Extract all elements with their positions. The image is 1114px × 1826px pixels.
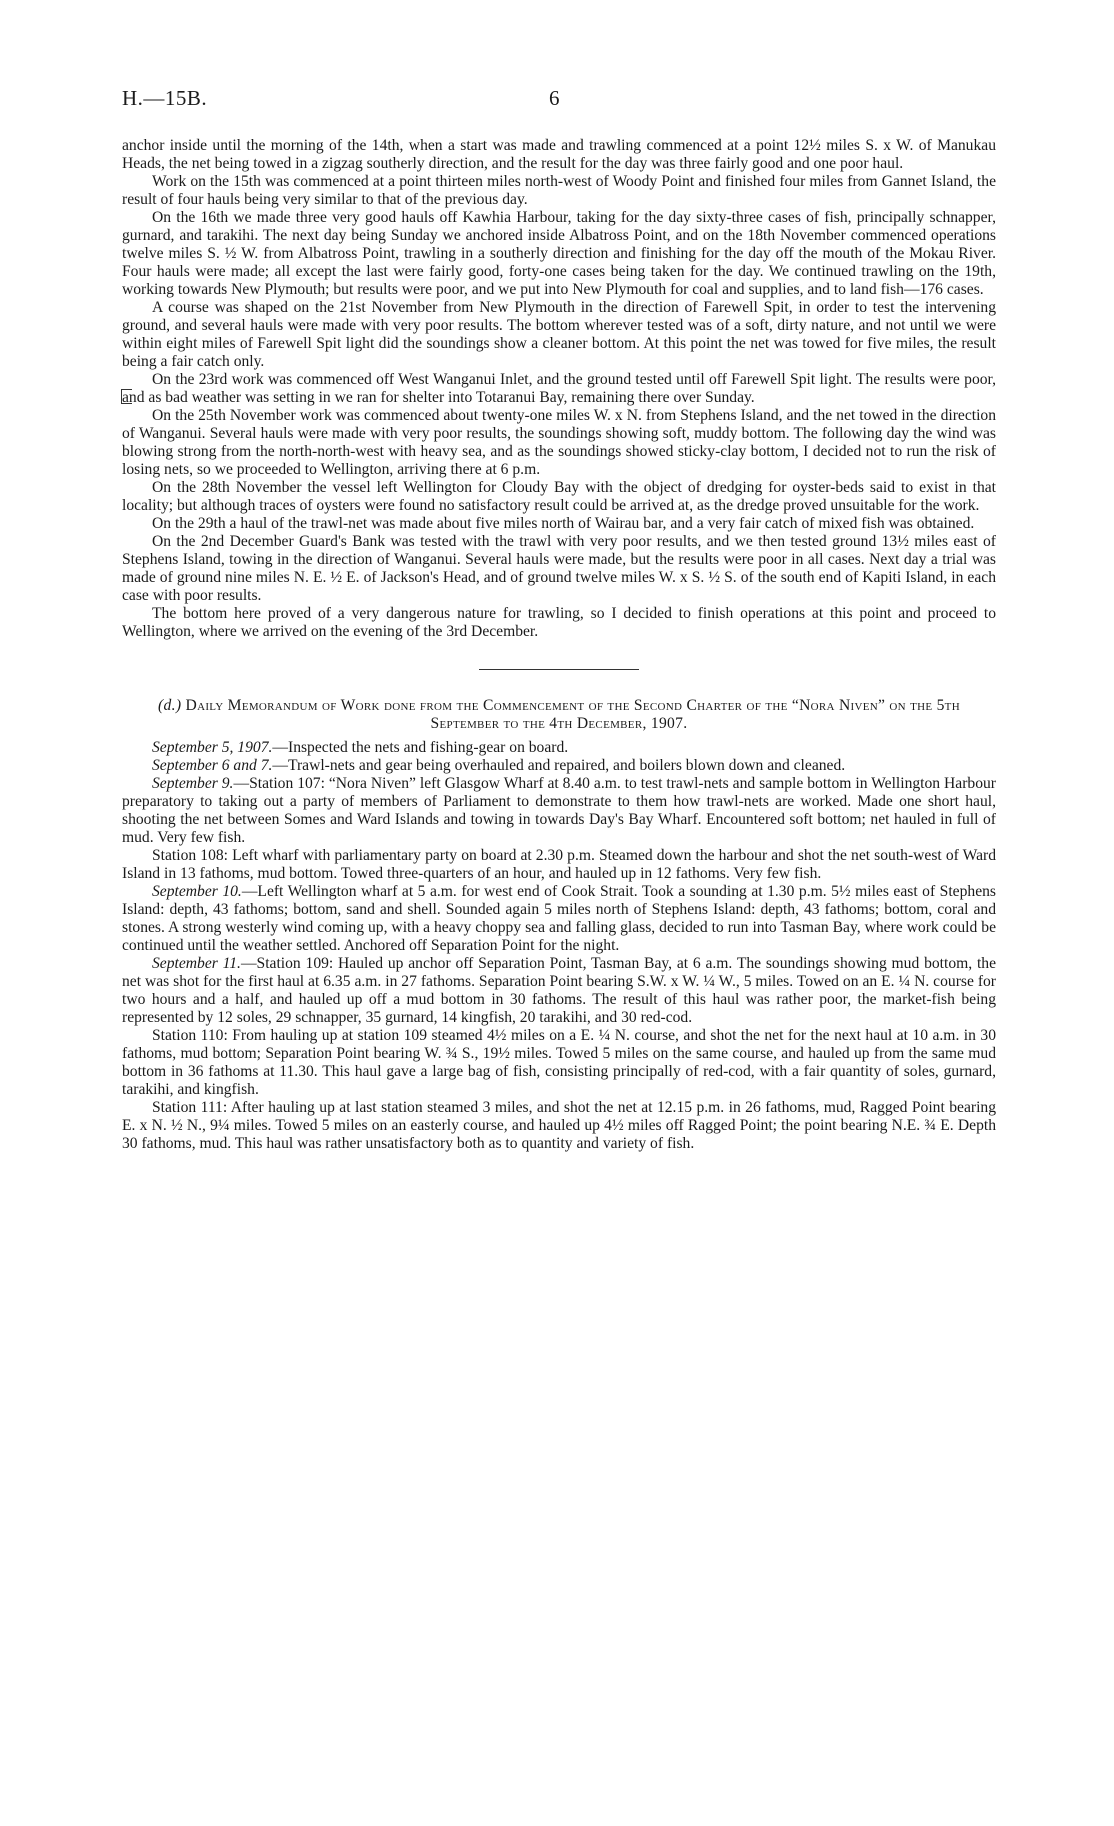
- section-heading: [122, 697, 996, 733]
- paragraph: On the 23rd work was commenced off West Wanganui Inlet, and the ground tested until off Farewell Spit light. The results were poor, and as bad weather was setting in we ran for shelter into Totaranui Bay, remaining there over Sunday.: [122, 371, 996, 406]
- log-entry: [122, 1099, 996, 1153]
- paragraph: The bottom here proved of a very dangerous nature for trawling, so I decided to finish operations at this point and proceed to Wellington, where we arrived on the evening of the 3rd December.: [122, 605, 996, 640]
- document-id: H.—15B.: [122, 86, 208, 110]
- entry-date: September 6 and 7.: [152, 757, 273, 774]
- section-divider: [479, 669, 639, 670]
- paragraph: On the 25th November work was commenced about twenty-one miles W. x N. from Stephens Island, and the net towed in the direction of Wanganui. Several hauls were made with very poor results, the soundings showing soft, muddy bottom. The following day the wind was blowing strong from the north-north-west with heavy sea, and as the soundings showed sticky-clay bottom, I decided not to run the risk of losing nets, so we proceeded to Wellington, arriving there at 6 p.m.: [122, 407, 996, 478]
- entry-date: September 11.: [152, 955, 241, 972]
- entry-text: —Trawl-nets and gear being overhauled and repaired, and boilers blown down and cleaned.: [272, 757, 846, 774]
- paragraph: On the 2nd December Guard's Bank was tested with the trawl with very poor results, and we then tested ground 13½ miles east of Stephens Island, towing in the direction of Wanganui. Several hauls were made, but the results were poor in all cases. Next day a trial was made of ground nine miles N. E. ½ E. of Jackson's Head, and of ground twelve miles W. x S. ½ S. of the south end of Kapiti Island, in each case with poor results.: [122, 533, 996, 604]
- section-label: (d.): [158, 697, 182, 714]
- paragraph: anchor inside until the morning of the 14th, when a start was made and trawling commenced at a point 12½ miles S. x W. of Manukau Heads, the net being towed in a zigzag southerly direction, and the result for the day was three fairly good and one poor haul.: [122, 137, 996, 172]
- document-body: [122, 137, 996, 1153]
- entry-text: Station 111: After hauling up at last station steamed 3 miles, and shot the net at 12.15 p.m. in 26 fathoms, mud, Ragged Point bearing E. x N. ½ N., 9¼ miles. Towed 5 miles on an easterly course, and hauled up 4½ miles off Ragged Point; the point bearing N.E. ¾ E. Depth 30 fathoms, mud. This haul was rather unsatisfactory both as to quantity and variety of fish.: [122, 1099, 996, 1152]
- log-entry: [122, 1027, 996, 1099]
- entry-text: Station 110: From hauling up at station 109 steamed 4½ miles on a E. ¼ N. course, and shot the net for the next haul at 10 a.m. in 30 fathoms, mud bottom; Separation Point bearing W. ¾ S., 19½ miles. Towed 5 miles on the same course, and hauled up from the same mud bottom in 36 fathoms at 11.30. This haul gave a large bag of fish, consisting principally of red-cod, with a fair quantity of soles, gurnard, tarakihi, and kingfish.: [122, 1027, 996, 1098]
- log-entry: [122, 847, 996, 883]
- paragraph: On the 29th a haul of the trawl-net was made about five miles north of Wairau bar, and a very fair catch of mixed fish was obtained.: [152, 515, 975, 532]
- section-title-text: Daily Memorandum of Work done from the Commencement of the Second Charter of the “Nora Niven” on the 5th September to the 4th December, 1907.: [185, 697, 960, 732]
- entry-text: —Left Wellington wharf at 5 a.m. for west end of Cook Strait. Took a sounding at 1.30 p.m. 5½ miles east of Stephens Island: depth, 43 fathoms; bottom, sand and shell. Sounded again 5 miles north of Stephens Island: depth, 43 fathoms; bottom, coral and stones. A strong westerly wind coming up, with a heavy choppy sea and falling glass, decided to run into Tasman Bay, where work could be continued until the weather settled. Anchored off Separation Point for the night.: [122, 883, 996, 954]
- paragraph: On the 28th November the vessel left Wellington for Cloudy Bay with the object of dredging for oyster-beds said to exist in that locality; but although traces of oysters were found no satisfactory result could be arrived at, as the dredge proved unsuitable for the work.: [122, 479, 996, 514]
- entry-text: —Station 109: Hauled up anchor off Separation Point, Tasman Bay, at 6 a.m. The soundings showing mud bottom, the net was shot for the first haul at 6.35 a.m. in 27 fathoms. Separation Point bearing S.W. x W. ¼ W., 5 miles. Towed on an E. ¼ N. course for two hours and a half, and hauled up off a mud bottom in 30 fathoms. The result of this haul was rather poor, the market-fish being represented by 12 soles, 29 schnapper, 35 gurnard, 14 kingfish, 20 tarakihi, and 30 red-cod.: [122, 955, 996, 1026]
- paragraph: Work on the 15th was commenced at a point thirteen miles north-west of Woody Point and finished four miles from Gannet Island, the result of four hauls being very similar to that of the previous day.: [122, 173, 996, 208]
- log-entry: [122, 883, 996, 955]
- log-entry: [122, 955, 996, 1027]
- entry-date: September 9.: [152, 775, 234, 792]
- entry-text: —Station 107: “Nora Niven” left Glasgow Wharf at 8.40 a.m. to test trawl-nets and sample bottom in Wellington Harbour preparatory to taking out a party of members of Parliament to demonstrate to them how trawl-nets are worked. Made one short haul, shooting the net between Somes and Ward Islands and towing in towards Day's Bay Wharf. Encountered soft bottom; net hauled in full of mud. Very few fish.: [122, 775, 996, 846]
- log-entry: [122, 775, 996, 847]
- page-header: [122, 86, 996, 116]
- entry-text: —Inspected the nets and fishing-gear on board.: [272, 739, 569, 756]
- paragraph: A course was shaped on the 21st November from New Plymouth in the direction of Farewell Spit, in order to test the intervening ground, and several hauls were made with very poor results. The bottom wherever tested was of a soft, dirty nature, and not until we were within eight miles of Farewell Spit light did the soundings show a cleaner bottom. At this point the net was towed for five miles, the result being a fair catch only.: [122, 299, 996, 370]
- log-entry: [122, 757, 996, 775]
- paragraph: On the 16th we made three very good hauls off Kawhia Harbour, taking for the day sixty-three cases of fish, principally schnapper, gurnard, and tarakihi. The next day being Sunday we anchored inside Albatross Point, and on the 18th November commenced operations twelve miles S. ½ W. from Albatross Point, trawling in a southerly direction and finishing for the day off the mouth of the Mokau River. Four hauls were made; all except the last were fairly good, forty-one cases being taken for the day. We continued trawling on the 19th, working towards New Plymouth; but results were poor, and we put into New Plymouth for coal and supplies, and to land fish—176 cases.: [122, 209, 996, 298]
- log-entry: [122, 739, 996, 757]
- entry-date: September 10.: [152, 883, 242, 900]
- entry-date: September 5, 1907.: [152, 739, 273, 756]
- entry-text: Station 108: Left wharf with parliamentary party on board at 2.30 p.m. Steamed down the harbour and shot the net south-west of Ward Island in 13 fathoms, mud bottom. Towed three-quarters of an hour, and hauled up in 12 fathoms. Very few fish.: [122, 847, 996, 882]
- page-number: 6: [549, 86, 560, 110]
